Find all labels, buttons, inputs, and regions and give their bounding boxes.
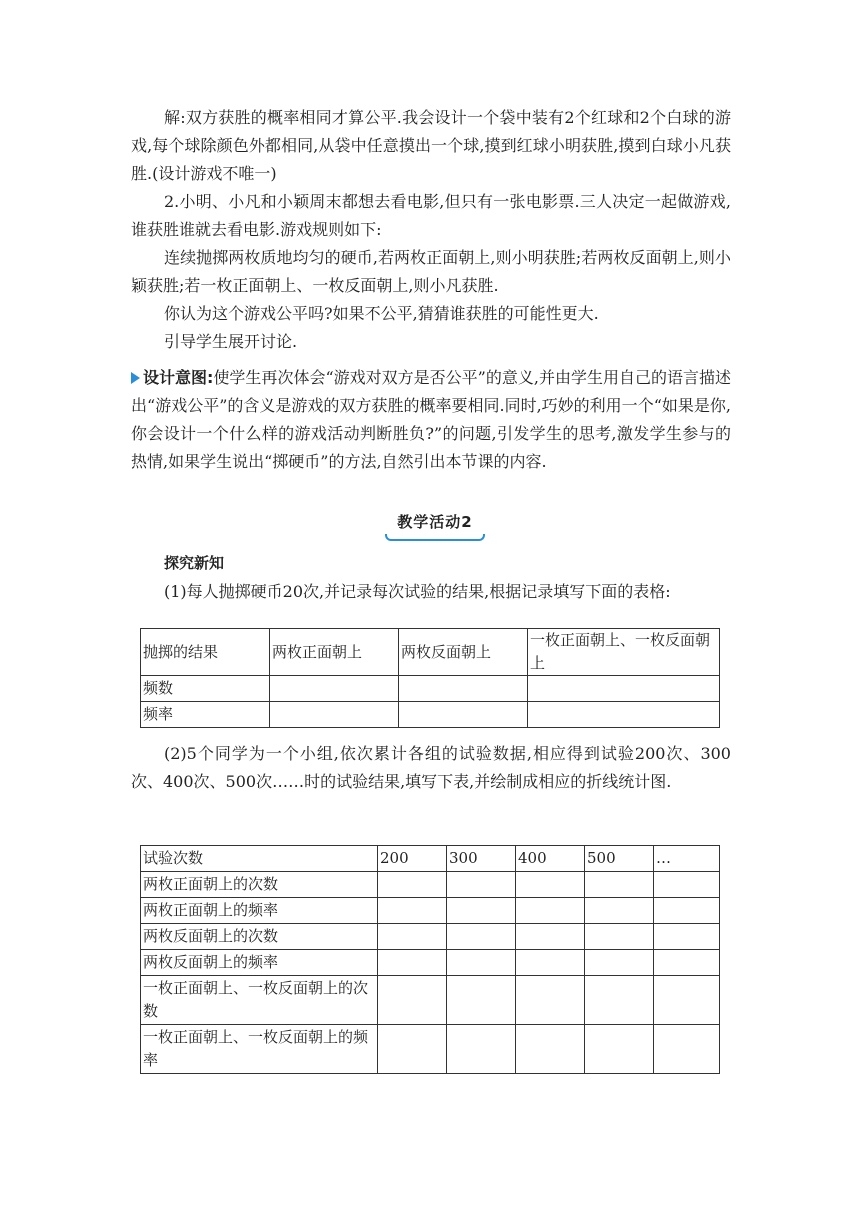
row-label: 一枚正面朝上、一枚反面朝上的次数 (141, 976, 378, 1025)
empty-cell (585, 872, 654, 898)
design-intent-text: 使学生再次体会“游戏对双方是否公平”的意义,并由学生用自己的语言描述出“游戏公平”的含义是游戏的双方获胜的概率要相同.同时,巧妙的利用一个“如果是你,你会设计一个什么样的游戏活动判断胜负?”的问题,引发学生的思考,激发学生参与的热情,如果学生说出“掷硬币”的方法,自然引出本节课的内容. (131, 368, 731, 471)
empty-cell (378, 1025, 447, 1074)
table-header-cell: … (654, 846, 720, 872)
empty-cell (447, 924, 516, 950)
row-label: 一枚正面朝上、一枚反面朝上的频率 (141, 1025, 378, 1074)
activity-heading-text: 教学活动2 (397, 513, 473, 531)
empty-cell (399, 676, 528, 702)
empty-cell (585, 1025, 654, 1074)
design-intent-label: 设计意图: (143, 368, 214, 387)
empty-cell (378, 950, 447, 976)
table-header-cell: 两枚反面朝上 (399, 629, 528, 676)
row-label: 频数 (141, 676, 270, 702)
row-label: 两枚反面朝上的频率 (141, 950, 378, 976)
empty-cell (447, 976, 516, 1025)
empty-cell (447, 950, 516, 976)
empty-cell (378, 976, 447, 1025)
activity-heading (383, 511, 487, 541)
empty-cell (270, 702, 399, 728)
empty-cell (516, 924, 585, 950)
table-header-cell: 试验次数 (141, 846, 378, 872)
triangle-marker-icon (131, 372, 140, 384)
paragraph-question-2: 2.小明、小凡和小颖周末都想去看电影,但只有一张电影票.三人决定一起做游戏,谁获胜谁就去看电影.游戏规则如下: (131, 192, 731, 239)
table-row (141, 924, 720, 950)
table-row (141, 976, 720, 1025)
table-header-cell: 500 (585, 846, 654, 872)
table-row (141, 1025, 720, 1074)
table-row (141, 676, 720, 702)
empty-cell (528, 676, 720, 702)
table-header-cell: 300 (447, 846, 516, 872)
empty-cell (654, 898, 720, 924)
empty-cell (378, 924, 447, 950)
empty-cell (447, 872, 516, 898)
paragraph-fairness-question: 你认为这个游戏公平吗?如果不公平,猜猜谁获胜的可能性更大. (164, 304, 599, 323)
coin-toss-result-table (140, 628, 720, 728)
empty-cell (447, 1025, 516, 1074)
table-row (141, 950, 720, 976)
empty-cell (270, 676, 399, 702)
paragraph-solution: 解:双方获胜的概率相同才算公平.我会设计一个袋中装有2个红球和2个白球的游戏,每个球除颜色外都相同,从袋中任意摸出一个球,摸到红球小明获胜,摸到白球小凡获胜.(设计游戏不唯一) (131, 108, 731, 183)
heading-underline-bracket (385, 534, 485, 541)
empty-cell (516, 1025, 585, 1074)
table-row (141, 898, 720, 924)
table-header-cell: 抛掷的结果 (141, 629, 270, 676)
empty-cell (516, 950, 585, 976)
row-label: 两枚反面朝上的次数 (141, 924, 378, 950)
empty-cell (654, 950, 720, 976)
empty-cell (516, 872, 585, 898)
row-label: 两枚正面朝上的次数 (141, 872, 378, 898)
cumulative-trials-table (140, 845, 720, 1074)
row-label: 频率 (141, 702, 270, 728)
table-header-cell: 一枚正面朝上、一枚反面朝上 (528, 629, 720, 676)
empty-cell (654, 1025, 720, 1074)
empty-cell (654, 924, 720, 950)
empty-cell (516, 898, 585, 924)
empty-cell (585, 950, 654, 976)
table-header-cell: 400 (516, 846, 585, 872)
empty-cell (585, 898, 654, 924)
empty-cell (585, 924, 654, 950)
empty-cell (399, 702, 528, 728)
empty-cell (378, 898, 447, 924)
paragraph-step-1: (1)每人抛掷硬币20次,并记录每次试验的结果,根据记录填写下面的表格: (164, 582, 671, 601)
empty-cell (585, 976, 654, 1025)
table-row (141, 872, 720, 898)
paragraph-game-rules: 连续抛掷两枚质地均匀的硬币,若两枚正面朝上,则小明获胜;若两枚反面朝上,则小颖获胜;若一枚正面朝上、一枚反面朝上,则小凡获胜. (131, 248, 731, 295)
paragraph-guide-discussion: 引导学生展开讨论. (164, 332, 298, 351)
design-intent-paragraph (131, 364, 731, 476)
table-header-cell: 200 (378, 846, 447, 872)
section-subheading: 探究新知 (164, 554, 225, 572)
table-header-cell: 两枚正面朝上 (270, 629, 399, 676)
empty-cell (516, 976, 585, 1025)
table-header-row (141, 629, 720, 676)
empty-cell (528, 702, 720, 728)
empty-cell (654, 872, 720, 898)
empty-cell (378, 872, 447, 898)
row-label: 两枚正面朝上的频率 (141, 898, 378, 924)
table-row (141, 702, 720, 728)
table-header-row (141, 846, 720, 872)
empty-cell (654, 976, 720, 1025)
empty-cell (447, 898, 516, 924)
paragraph-step-2: (2)5个同学为一个小组,依次累计各组的试验数据,相应得到试验200次、300次、400次、500次……时的试验结果,填写下表,并绘制成相应的折线统计图. (131, 744, 731, 791)
